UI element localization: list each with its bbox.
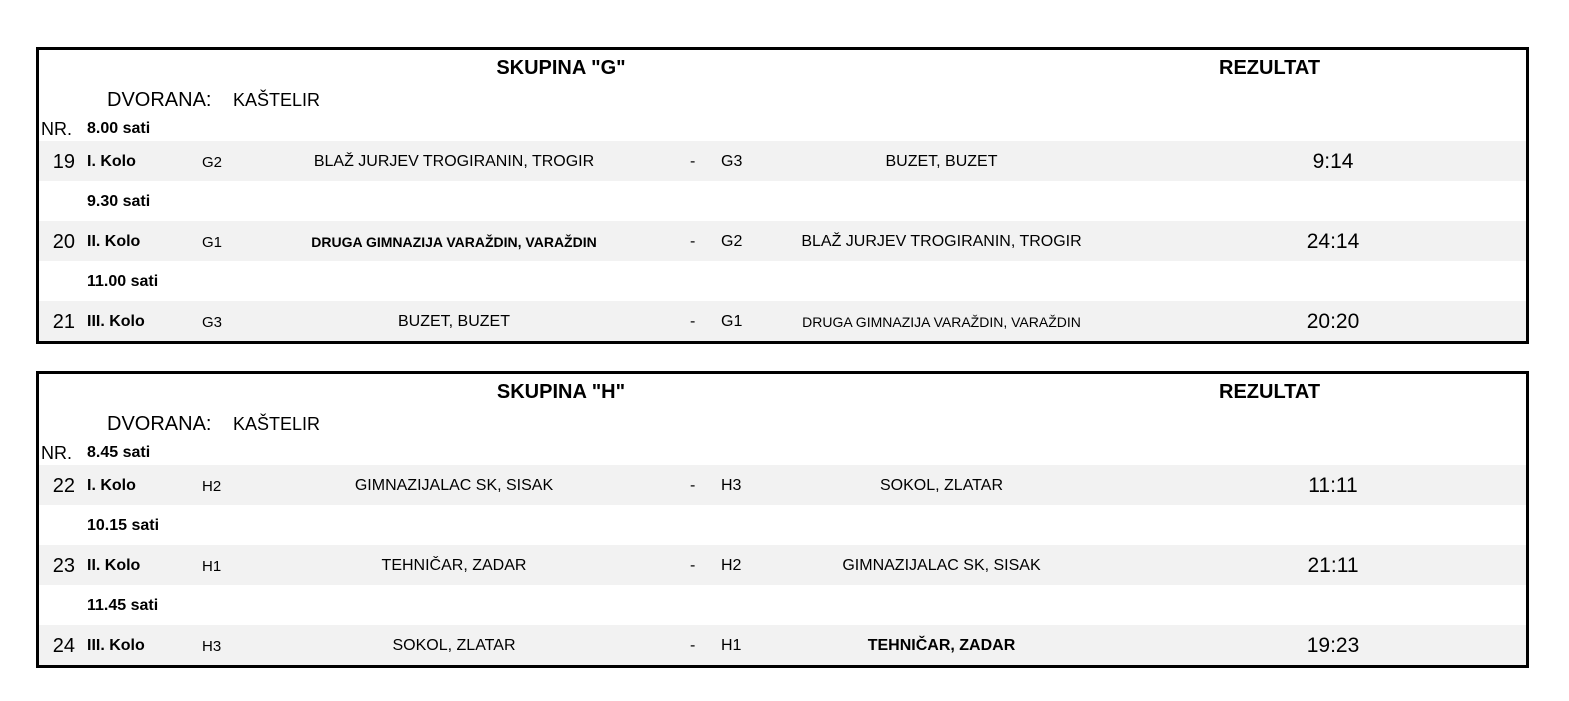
result-header: REZULTAT — [1219, 381, 1321, 403]
away-code: H2 — [721, 557, 742, 574]
home-team: DRUGA GIMNAZIJA VARAŽDIN, VARAŽDIN — [311, 234, 597, 250]
away-team: DRUGA GIMNAZIJA VARAŽDIN, VARAŽDIN — [802, 314, 1081, 330]
match-number: 19 — [52, 151, 75, 173]
versus-dash: - — [690, 233, 696, 250]
match-row — [39, 141, 1526, 181]
match-score: 21:11 — [1307, 554, 1359, 577]
away-team: BUZET, BUZET — [885, 153, 998, 170]
away-code: G2 — [721, 233, 743, 250]
away-code: G3 — [721, 153, 743, 170]
away-team: BLAŽ JURJEV TROGIRANIN, TROGIR — [801, 233, 1082, 250]
nr-label: NR. — [41, 443, 72, 463]
result-header: REZULTAT — [1219, 57, 1321, 79]
group-title: SKUPINA "H" — [496, 381, 626, 403]
match-row — [39, 545, 1526, 585]
group-title: SKUPINA "G" — [496, 57, 626, 79]
match-row — [39, 221, 1526, 261]
match-score: 20:20 — [1306, 310, 1360, 333]
match-number: 20 — [52, 231, 75, 253]
match-round: II. Kolo — [87, 557, 141, 574]
away-code: H1 — [721, 637, 742, 654]
time-row — [39, 261, 1526, 301]
away-team: GIMNAZIJALAC SK, SISAK — [842, 557, 1041, 574]
match-round: II. Kolo — [87, 233, 141, 250]
venue-label: DVORANA: — [107, 89, 212, 111]
match-time: 8.45 sati — [87, 444, 151, 461]
time-row — [39, 181, 1526, 221]
match-number: 21 — [52, 311, 75, 333]
home-team: BUZET, BUZET — [397, 313, 510, 330]
home-code: H2 — [202, 478, 222, 495]
home-code: H3 — [202, 638, 222, 655]
match-time: 11.45 sati — [87, 597, 159, 614]
match-row — [39, 625, 1526, 665]
versus-dash: - — [690, 557, 696, 574]
home-team: TEHNIČAR, ZADAR — [381, 557, 527, 574]
home-code: G1 — [202, 234, 223, 251]
home-code: G2 — [202, 154, 223, 171]
match-time: 11.00 sati — [87, 273, 159, 290]
match-number: 22 — [52, 475, 75, 497]
match-score: 19:23 — [1306, 634, 1360, 657]
match-row — [39, 465, 1526, 505]
match-score: 24:14 — [1306, 230, 1360, 253]
match-round: I. Kolo — [87, 153, 136, 170]
versus-dash: - — [690, 153, 696, 170]
versus-dash: - — [690, 637, 696, 654]
match-score: 11:11 — [1308, 474, 1358, 497]
versus-dash: - — [690, 477, 696, 494]
match-round: III. Kolo — [87, 313, 145, 330]
time-row — [39, 505, 1526, 545]
home-team: GIMNAZIJALAC SK, SISAK — [354, 477, 554, 494]
nr-label: NR. — [41, 119, 72, 139]
group-g-table — [36, 47, 1529, 344]
venue-value: KAŠTELIR — [233, 90, 321, 110]
match-row — [39, 301, 1526, 341]
match-number: 23 — [52, 555, 75, 577]
away-team: SOKOL, ZLATAR — [880, 477, 1003, 494]
time-row — [39, 585, 1526, 625]
home-team: SOKOL, ZLATAR — [392, 637, 516, 654]
match-round: I. Kolo — [87, 477, 136, 494]
match-time: 9.30 sati — [87, 193, 151, 210]
match-score: 9:14 — [1312, 150, 1354, 173]
match-time: 8.00 sati — [87, 120, 151, 137]
away-code: G1 — [721, 313, 743, 330]
home-code: G3 — [202, 314, 223, 331]
away-team: TEHNIČAR, ZADAR — [867, 637, 1016, 654]
venue-label: DVORANA: — [107, 413, 212, 435]
match-round: III. Kolo — [87, 637, 145, 654]
venue-value: KAŠTELIR — [233, 414, 321, 434]
group-h-table — [36, 371, 1529, 668]
home-team: BLAŽ JURJEV TROGIRANIN, TROGIR — [313, 153, 595, 170]
match-time: 10.15 sati — [87, 517, 160, 534]
versus-dash: - — [690, 313, 696, 330]
home-code: H1 — [202, 558, 222, 575]
match-number: 24 — [52, 635, 75, 657]
away-code: H3 — [721, 477, 742, 494]
